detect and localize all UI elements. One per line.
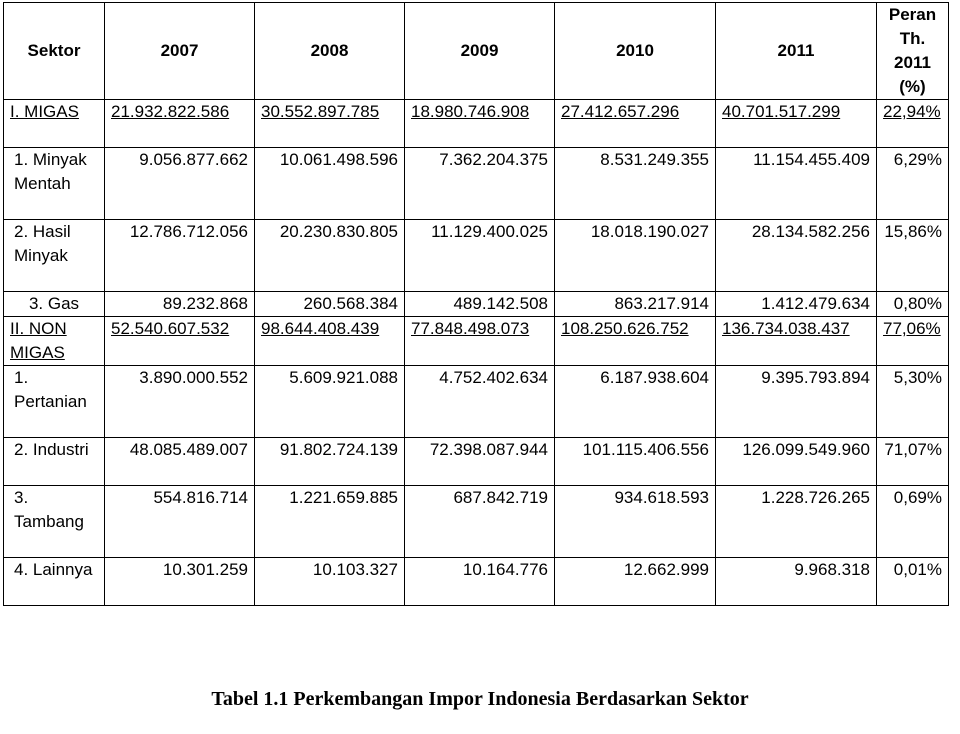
table-row: [4, 148, 949, 220]
table-row: [4, 558, 949, 606]
cell-2011: 9.968.318: [716, 558, 877, 606]
table-body: [4, 100, 949, 606]
cell-peran: 0,01%: [877, 558, 949, 606]
cell-2009: 4.752.402.634: [405, 366, 555, 438]
cell-2008: 10.103.327: [255, 558, 405, 606]
cell-peran: 0,80%: [877, 292, 949, 317]
cell-2011: 136.734.038.437: [716, 317, 877, 366]
cell-2007: 9.056.877.662: [105, 148, 255, 220]
cell-sektor: II. NON MIGAS: [4, 317, 105, 366]
cell-2010: 101.115.406.556: [555, 438, 716, 486]
header-2009: 2009: [405, 3, 555, 100]
header-sektor: Sektor: [4, 3, 105, 100]
table-row: [4, 317, 949, 366]
cell-2007: 89.232.868: [105, 292, 255, 317]
table-row: [4, 486, 949, 558]
cell-sektor: 1. Minyak Mentah: [4, 148, 105, 220]
cell-2010: 6.187.938.604: [555, 366, 716, 438]
cell-2008: 98.644.408.439: [255, 317, 405, 366]
cell-2009: 7.362.204.375: [405, 148, 555, 220]
cell-sektor: 2. Industri: [4, 438, 105, 486]
cell-2011: 11.154.455.409: [716, 148, 877, 220]
table-row: [4, 438, 949, 486]
table-row: [4, 366, 949, 438]
header-peran: Peran Th. 2011 (%): [877, 3, 949, 100]
cell-sektor: 4. Lainnya: [4, 558, 105, 606]
cell-2010: 863.217.914: [555, 292, 716, 317]
cell-2010: 8.531.249.355: [555, 148, 716, 220]
cell-sektor: 3. Gas: [4, 292, 105, 317]
cell-2008: 5.609.921.088: [255, 366, 405, 438]
cell-2007: 554.816.714: [105, 486, 255, 558]
table-row: [4, 100, 949, 148]
cell-2008: 91.802.724.139: [255, 438, 405, 486]
cell-2008: 20.230.830.805: [255, 220, 405, 292]
cell-2009: 687.842.719: [405, 486, 555, 558]
cell-2010: 18.018.190.027: [555, 220, 716, 292]
cell-2007: 21.932.822.586: [105, 100, 255, 148]
cell-peran: 22,94%: [877, 100, 949, 148]
cell-peran: 5,30%: [877, 366, 949, 438]
cell-2008: 30.552.897.785: [255, 100, 405, 148]
cell-peran: 6,29%: [877, 148, 949, 220]
cell-2011: 126.099.549.960: [716, 438, 877, 486]
cell-2011: 9.395.793.894: [716, 366, 877, 438]
cell-2008: 10.061.498.596: [255, 148, 405, 220]
cell-2011: 40.701.517.299: [716, 100, 877, 148]
cell-peran: 71,07%: [877, 438, 949, 486]
cell-2009: 18.980.746.908: [405, 100, 555, 148]
cell-peran: 15,86%: [877, 220, 949, 292]
header-2011: 2011: [716, 3, 877, 100]
cell-2009: 77.848.498.073: [405, 317, 555, 366]
cell-2011: 28.134.582.256: [716, 220, 877, 292]
table-row: [4, 292, 949, 317]
cell-2011: 1.228.726.265: [716, 486, 877, 558]
table-caption: Tabel 1.1 Perkembangan Impor Indonesia Berdasarkan Sektor: [211, 688, 749, 710]
import-table: [3, 2, 949, 606]
cell-sektor: 3. Tambang: [4, 486, 105, 558]
header-2008: 2008: [255, 3, 405, 100]
cell-sektor: 1. Pertanian: [4, 366, 105, 438]
cell-2009: 11.129.400.025: [405, 220, 555, 292]
header-2007: 2007: [105, 3, 255, 100]
cell-peran: 77,06%: [877, 317, 949, 366]
cell-2008: 260.568.384: [255, 292, 405, 317]
cell-2007: 3.890.000.552: [105, 366, 255, 438]
cell-2009: 72.398.087.944: [405, 438, 555, 486]
cell-2010: 12.662.999: [555, 558, 716, 606]
cell-2007: 10.301.259: [105, 558, 255, 606]
cell-2010: 27.412.657.296: [555, 100, 716, 148]
table-row: [4, 220, 949, 292]
cell-2007: 52.540.607.532: [105, 317, 255, 366]
cell-2007: 48.085.489.007: [105, 438, 255, 486]
cell-2010: 108.250.626.752: [555, 317, 716, 366]
cell-2009: 489.142.508: [405, 292, 555, 317]
cell-2010: 934.618.593: [555, 486, 716, 558]
cell-2008: 1.221.659.885: [255, 486, 405, 558]
header-row: [4, 3, 949, 100]
cell-peran: 0,69%: [877, 486, 949, 558]
cell-2011: 1.412.479.634: [716, 292, 877, 317]
header-2010: 2010: [555, 3, 716, 100]
cell-2009: 10.164.776: [405, 558, 555, 606]
cell-sektor: 2. Hasil Minyak: [4, 220, 105, 292]
cell-sektor: I. MIGAS: [4, 100, 105, 148]
cell-2007: 12.786.712.056: [105, 220, 255, 292]
